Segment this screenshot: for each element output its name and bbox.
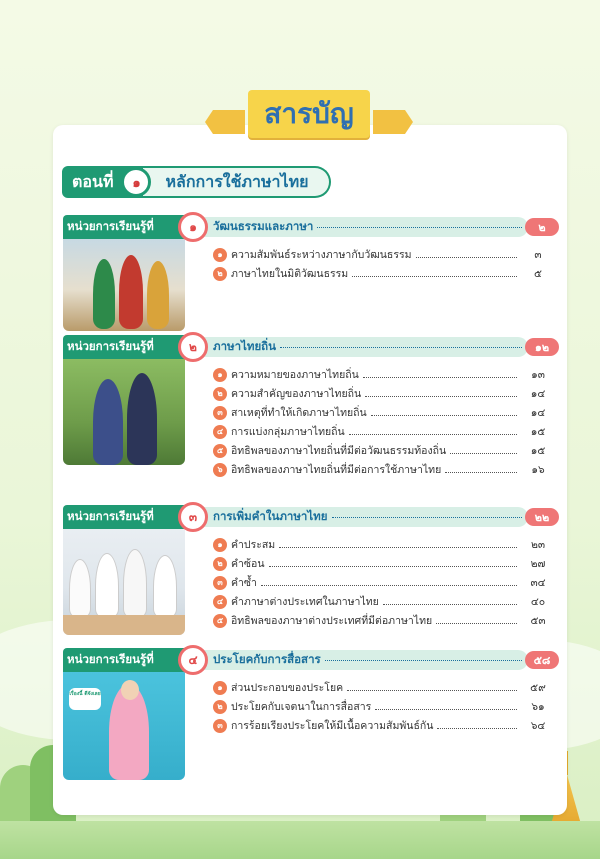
unit-page-badge: ๒๒ [525,508,559,526]
leader-dots [325,660,522,661]
lesson-page: ๑๓ [531,369,545,381]
unit-number: ๒ [178,332,208,362]
lesson-list [213,245,553,283]
lesson-item[interactable] [213,384,553,403]
ground [0,821,600,859]
lesson-number: ๓ [213,406,227,420]
leader-dots [450,453,517,454]
lesson-title: สาเหตุที่ทำให้เกิดภาษาไทยถิ่น [231,407,367,419]
unit-title: ประโยคกับการสื่อสาร [213,652,321,666]
lesson-title: คำซ้อน [231,558,265,570]
lesson-page: ๕ [534,268,542,280]
leader-dots [416,257,517,258]
lesson-number: ๑ [213,681,227,695]
ribbon-left [205,110,245,134]
lesson-item[interactable] [213,460,553,479]
lesson-number: ๒ [213,557,227,571]
lesson-title: อิทธิพลของภาษาไทยถิ่นที่มีต่อการใช้ภาษาไทย [231,464,442,476]
part-label: ตอนที่ [62,166,143,198]
lesson-title: คำประสม [231,539,276,551]
lesson-item[interactable] [213,697,553,716]
lesson-page: ๑๔ [530,388,546,400]
lesson-list [213,365,553,479]
lesson-page: ๒๓ [530,539,546,551]
lesson-page: ๖๑ [531,701,545,713]
lesson-item[interactable] [213,403,553,422]
lesson-number: ๓ [213,576,227,590]
lesson-item[interactable] [213,716,553,735]
lesson-title: ความสัมพันธ์ระหว่างภาษากับวัฒนธรรม [231,249,412,261]
lesson-page: ๕๙ [530,682,546,694]
lesson-item[interactable] [213,592,553,611]
lesson-page: ๑๕ [530,426,546,438]
lesson-item[interactable] [213,678,553,697]
lesson-page: ๓ [534,249,542,261]
lesson-title: การร้อยเรียงประโยคให้มีเนื้อความสัมพันธ์กัน [231,720,434,732]
lesson-item[interactable] [213,441,553,460]
lesson-title: ความสำคัญของภาษาไทยถิ่น [231,388,362,400]
unit-photo-students-laptop [63,529,185,635]
unit-page-badge: ๕๘ [525,651,559,669]
lesson-title: ความหมายของภาษาไทยถิ่น [231,369,359,381]
lesson-number: ๖ [213,463,227,477]
lesson-number: ๔ [213,595,227,609]
lesson-item[interactable] [213,365,553,384]
lesson-item[interactable] [213,573,553,592]
lesson-list [213,535,553,630]
unit-title-bar [203,650,528,670]
lesson-title: คำภาษาต่างประเทศในภาษาไทย [231,596,379,608]
unit-number: ๑ [178,212,208,242]
leader-dots [352,276,517,277]
lesson-number: ๒ [213,387,227,401]
unit-header[interactable] [63,215,558,239]
lesson-title: การแบ่งกลุ่มภาษาไทยถิ่น [231,426,345,438]
leader-dots [437,728,517,729]
unit-header[interactable] [63,648,558,672]
lesson-number: ๑ [213,368,227,382]
leader-dots [363,377,517,378]
title-banner [205,88,413,140]
lesson-title: คำซ้ำ [231,577,257,589]
leader-dots [349,434,517,435]
ribbon-right [373,110,413,134]
unit-title-bar [203,507,528,527]
lesson-number: ๓ [213,719,227,733]
lesson-page: ๔๐ [530,596,546,608]
leader-dots [445,472,517,473]
unit-header[interactable] [63,505,558,529]
lesson-item[interactable] [213,554,553,573]
unit-number: ๔ [178,645,208,675]
unit-number: ๓ [178,502,208,532]
lesson-number: ๕ [213,614,227,628]
leader-dots [436,623,517,624]
part-number: ๑ [121,167,151,197]
leader-dots [375,709,517,710]
unit-title: ภาษาไทยถิ่น [213,339,277,353]
leader-dots [269,566,517,567]
lesson-page: ๓๔ [530,577,546,589]
unit-title-bar [203,217,528,237]
leader-dots [371,415,517,416]
lesson-list [213,678,553,735]
lesson-page: ๕๓ [530,615,546,627]
leader-dots [279,547,517,548]
lesson-item[interactable] [213,264,553,283]
lesson-title: ส่วนประกอบของประโยค [231,682,344,694]
lesson-number: ๕ [213,444,227,458]
unit-photo-girl-with-sign [63,672,185,780]
unit-label: หน่วยการเรียนรู้ที่ [63,335,185,359]
leader-dots [383,604,517,605]
lesson-number: ๔ [213,425,227,439]
lesson-title: ภาษาไทยในมิติวัฒนธรรม [231,268,349,280]
unit-label: หน่วยการเรียนรู้ที่ [63,648,185,672]
lesson-page: ๑๔ [530,407,546,419]
photo-sign: เรื่องนี้ ดีจังเลย [69,688,101,710]
lesson-number: ๒ [213,700,227,714]
lesson-number: ๑ [213,248,227,262]
unit-photo-two-women [63,359,185,465]
lesson-number: ๒ [213,267,227,281]
lesson-page: ๒๗ [530,558,546,570]
unit-label: หน่วยการเรียนรู้ที่ [63,215,185,239]
lesson-title: อิทธิพลของภาษาต่างประเทศที่มีต่อภาษาไทย [231,615,433,627]
leader-dots [365,396,517,397]
leader-dots [317,227,522,228]
lesson-page: ๖๔ [530,720,546,732]
lesson-item[interactable] [213,422,553,441]
lesson-page: ๑๕ [530,445,546,457]
unit-page-badge: ๑๒ [525,338,559,356]
leader-dots [332,517,523,518]
lesson-item[interactable] [213,245,553,264]
unit-title: การเพิ่มคำในภาษาไทย [213,509,328,523]
unit-header[interactable] [63,335,558,359]
unit-title-bar [203,337,528,357]
unit-photo-khon-dancers [63,239,185,331]
leader-dots [280,347,522,348]
lesson-number: ๑ [213,538,227,552]
lesson-page: ๑๖ [531,464,545,476]
unit-page-badge: ๒ [525,218,559,236]
lesson-item[interactable] [213,535,553,554]
unit-label: หน่วยการเรียนรู้ที่ [63,505,185,529]
unit-title: วัฒนธรรมและภาษา [213,219,314,233]
part-header [62,166,361,198]
page-title: สารบัญ [248,90,369,138]
lesson-item[interactable] [213,611,553,630]
lesson-title: ประโยคกับเจตนาในการสื่อสาร [231,701,372,713]
part-title: หลักการใช้ภาษาไทย [143,166,330,198]
leader-dots [261,585,517,586]
lesson-title: อิทธิพลของภาษาไทยถิ่นที่มีต่อวัฒนธรรมท้องถิ่น [231,445,447,457]
leader-dots [347,690,517,691]
